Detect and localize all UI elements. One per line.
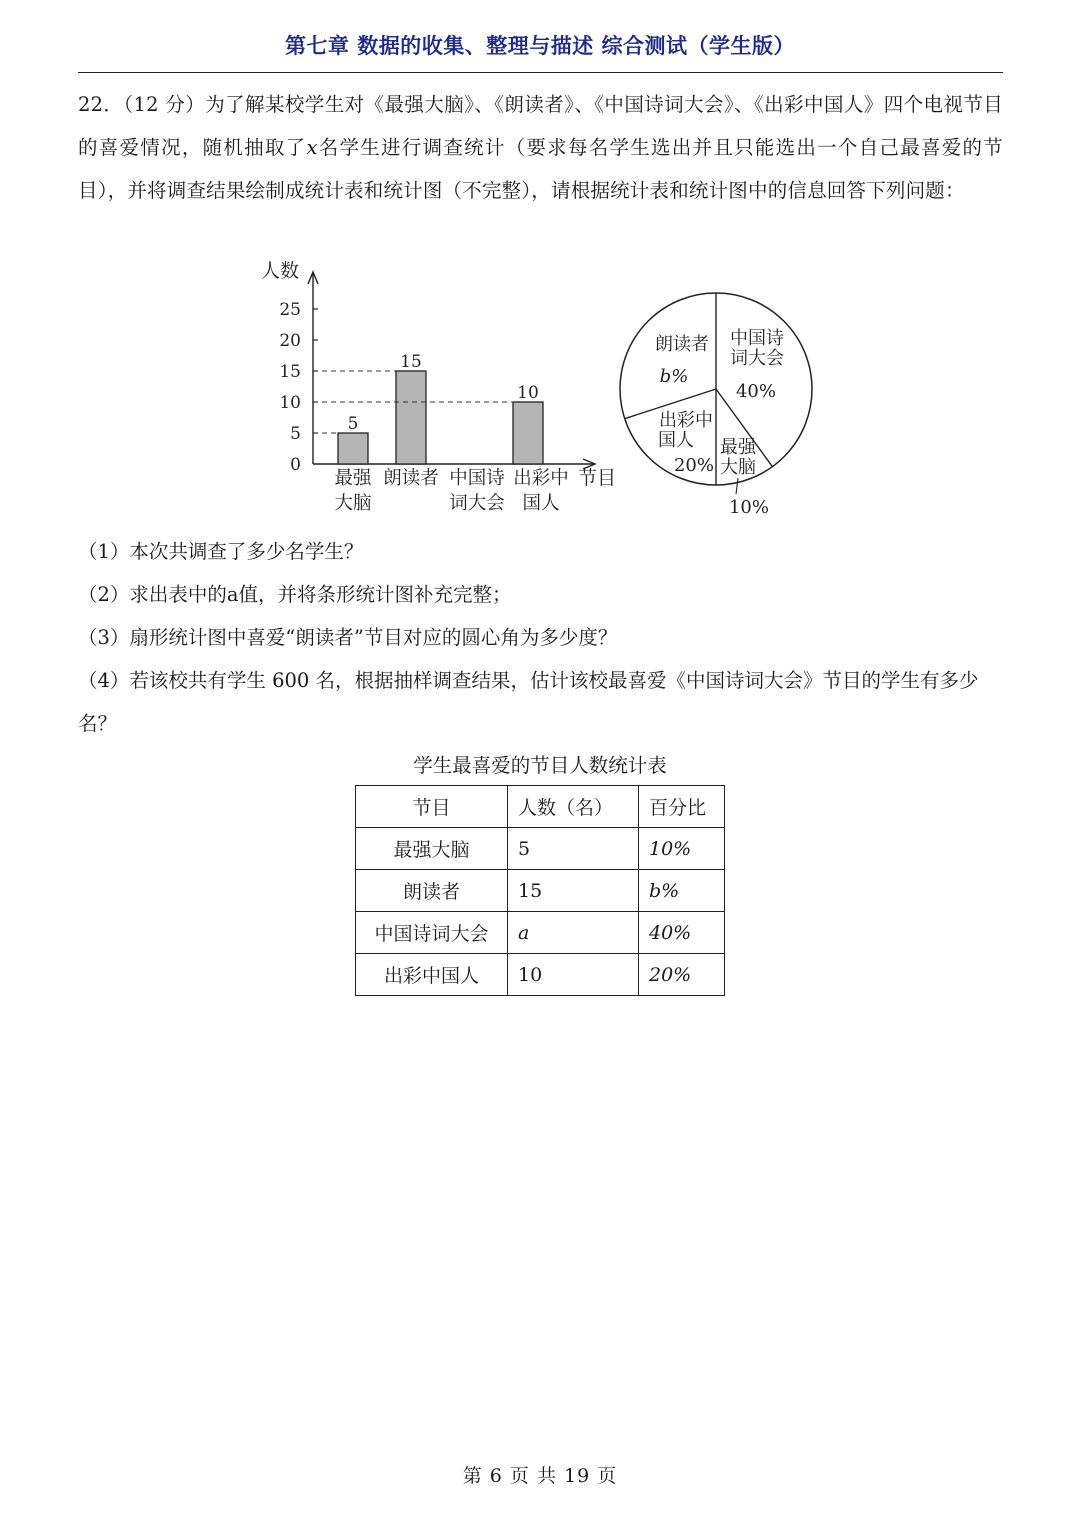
y-tick-label: 20 <box>279 331 301 351</box>
subquestion-1: （1）本次共调查了多少名学生？ <box>78 540 364 563</box>
pie-slice-label: 词大会 <box>730 348 784 369</box>
table-row <box>356 912 725 954</box>
y-axis-label: 人数 <box>261 260 300 282</box>
page-footer: 第 6 页 共 19 页 <box>462 1465 618 1487</box>
table-cell-program: 朗读者 <box>356 870 508 912</box>
table-cell-program: 中国诗词大会 <box>356 912 508 954</box>
bar-data-label: 15 <box>400 352 422 372</box>
y-tick-label: 25 <box>279 300 301 320</box>
table-cell-count: a <box>508 912 639 954</box>
table-header-row <box>356 786 725 828</box>
x-category-label: 词大会 <box>449 493 505 514</box>
pie-slice-label: 朗读者 <box>655 334 709 355</box>
variable-x: x <box>306 136 318 159</box>
subquestion-2: （2）求出表中的a值，并将条形统计图补充完整； <box>78 583 512 606</box>
table-cell-count: 15 <box>508 870 639 912</box>
y-tick-label: 15 <box>279 362 301 382</box>
table-cell-percent: b% <box>639 870 725 912</box>
table-cell-program: 出彩中国人 <box>356 954 508 996</box>
question-stem <box>78 83 1003 212</box>
table-title: 学生最喜爱的节目人数统计表 <box>413 754 667 777</box>
pie-slice-label: 出彩中 <box>659 410 713 431</box>
x-category-label: 朗读者 <box>383 468 439 489</box>
y-tick-label: 0 <box>290 455 301 475</box>
x-axis-label: 节目 <box>578 467 617 489</box>
table-header-program: 节目 <box>356 786 508 828</box>
pie-slice-percent: 40% <box>735 381 777 402</box>
pie-slice-percent: b% <box>659 366 689 387</box>
table-header-percent: 百分比 <box>639 786 725 828</box>
table-cell-count: 10 <box>508 954 639 996</box>
table-cell-percent: 40% <box>639 912 725 954</box>
page-header-title: 第七章 数据的收集、整理与描述 综合测试（学生版） <box>284 34 796 58</box>
x-category-label: 国人 <box>522 493 560 514</box>
bar-1 <box>338 433 368 464</box>
x-category-label: 最强 <box>334 468 372 489</box>
bar-chart <box>255 250 625 525</box>
pie-slice-label: 最强 <box>720 437 756 458</box>
pie-slice-label: 国人 <box>658 430 694 451</box>
pie-slice-label: 大脑 <box>720 457 756 478</box>
table-row <box>356 828 725 870</box>
header-divider <box>78 72 1003 73</box>
table-header-count: 人数（名） <box>508 786 639 828</box>
subquestion-3: （3）扇形统计图中喜爱“朗读者”节目对应的圆心角为多少度？ <box>78 626 618 649</box>
x-category-label: 中国诗 <box>449 468 505 489</box>
x-category-label: 大脑 <box>334 493 372 514</box>
y-tick-label: 10 <box>279 393 301 413</box>
y-tick-label: 5 <box>290 424 301 444</box>
bar-2 <box>396 371 426 464</box>
question-stem-part1: 22．（12 分）为了解某校学生对《最强大脑》、《朗读者》、《中国诗词大会》、《出彩中国人》四个电视节目的喜爱情况，随机抽取了 <box>78 93 1003 159</box>
table-cell-percent: 10% <box>639 828 725 870</box>
bar-data-label: 10 <box>517 383 539 403</box>
table-row <box>356 870 725 912</box>
stats-table <box>355 785 725 996</box>
pie-chart <box>612 280 827 520</box>
table-cell-program: 最强大脑 <box>356 828 508 870</box>
pie-slice-percent: 20% <box>673 455 715 476</box>
table-cell-percent: 20% <box>639 954 725 996</box>
bar-4 <box>513 402 543 464</box>
subquestion-4: （4）若该校共有学生 600 名，根据抽样调查结果，估计该校最喜爱《中国诗词大会》节目的学生有多少名？ <box>78 669 979 735</box>
bar-data-label: 5 <box>347 414 359 434</box>
table-row <box>356 954 725 996</box>
table-cell-count: 5 <box>508 828 639 870</box>
x-category-label: 出彩中 <box>513 468 569 489</box>
question-stem-part2: 名学生进行调查统计（要求每名学生选出并且只能选出一个自己最喜爱的节目），并将调查结果绘制成统计表和统计图（不完整），请根据统计表和统计图中的信息回答下列问题： <box>78 136 1003 202</box>
pie-slice-percent: 10% <box>728 497 770 518</box>
pie-slice-label: 中国诗 <box>730 328 784 349</box>
